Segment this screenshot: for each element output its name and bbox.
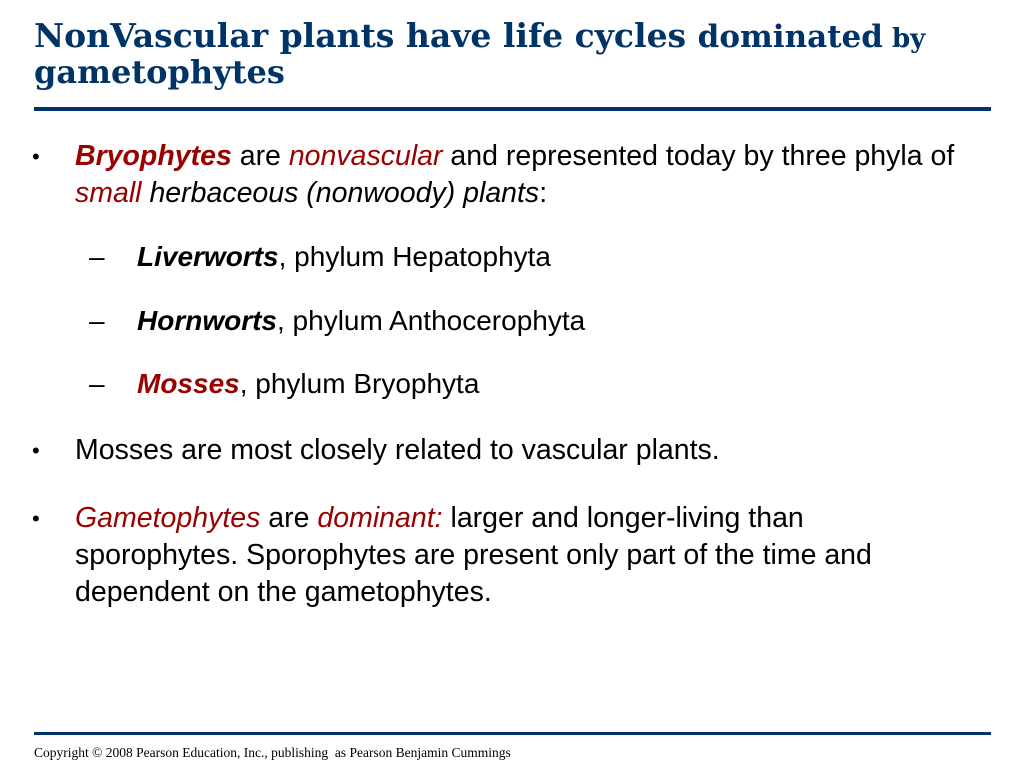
title-part-2: dominated <box>697 19 883 55</box>
term-herbaceous: herbaceous (nonwoody) plants <box>149 177 540 209</box>
text-larger: larger and longer-living than sporophytes. Sporophytes are present only part of the time and dependent on the gametophytes. <box>75 502 872 608</box>
term-dominant: dominant: <box>317 502 443 534</box>
phylum-bryophyta: , phylum Bryophyta <box>239 368 480 399</box>
bullet-gametophytes <box>32 500 955 611</box>
dash-icon: – <box>89 241 105 272</box>
bullet-mosses-related <box>32 432 955 469</box>
title-part-3: by <box>882 24 926 54</box>
term-nonvascular: nonvascular <box>288 140 443 172</box>
text-are: are <box>231 140 289 172</box>
term-small: small <box>75 177 142 209</box>
sub-item-hornworts <box>89 302 937 339</box>
footer-rule <box>34 732 991 735</box>
bullet-bryophytes <box>32 138 955 212</box>
title-line-2: gametophytes <box>34 52 285 91</box>
bullet-dot-icon: • <box>32 438 40 463</box>
slide-title <box>34 18 994 91</box>
text-represented: and represented today by three phyla of <box>442 140 955 172</box>
term-gametophytes: Gametophytes <box>75 502 261 534</box>
dash-icon: – <box>89 305 105 336</box>
bullet-dot-icon: • <box>32 144 40 169</box>
term-hornworts: Hornworts <box>137 305 277 336</box>
term-liverworts: Liverworts <box>137 241 279 272</box>
text-mosses-related: Mosses are most closely related to vascular plants. <box>75 434 720 466</box>
term-bryophytes: Bryophytes <box>75 140 232 172</box>
sub-item-liverworts <box>89 238 937 275</box>
title-part-1: NonVascular plants have life cycles <box>34 16 698 55</box>
sub-item-mosses <box>89 365 937 402</box>
title-underline-rule <box>34 107 991 111</box>
text-colon: : <box>539 177 548 209</box>
text-are-2: are <box>260 502 318 534</box>
phylum-anthocerophyta: , phylum Anthocerophyta <box>277 305 586 336</box>
bullet-dot-icon: • <box>32 506 40 531</box>
copyright-footer: Copyright © 2008 Pearson Education, Inc., publishing as Pearson Benjamin Cummings <box>34 745 511 760</box>
dash-icon: – <box>89 368 105 399</box>
phylum-hepatophyta: , phylum Hepatophyta <box>278 241 551 272</box>
term-mosses: Mosses <box>137 368 240 399</box>
